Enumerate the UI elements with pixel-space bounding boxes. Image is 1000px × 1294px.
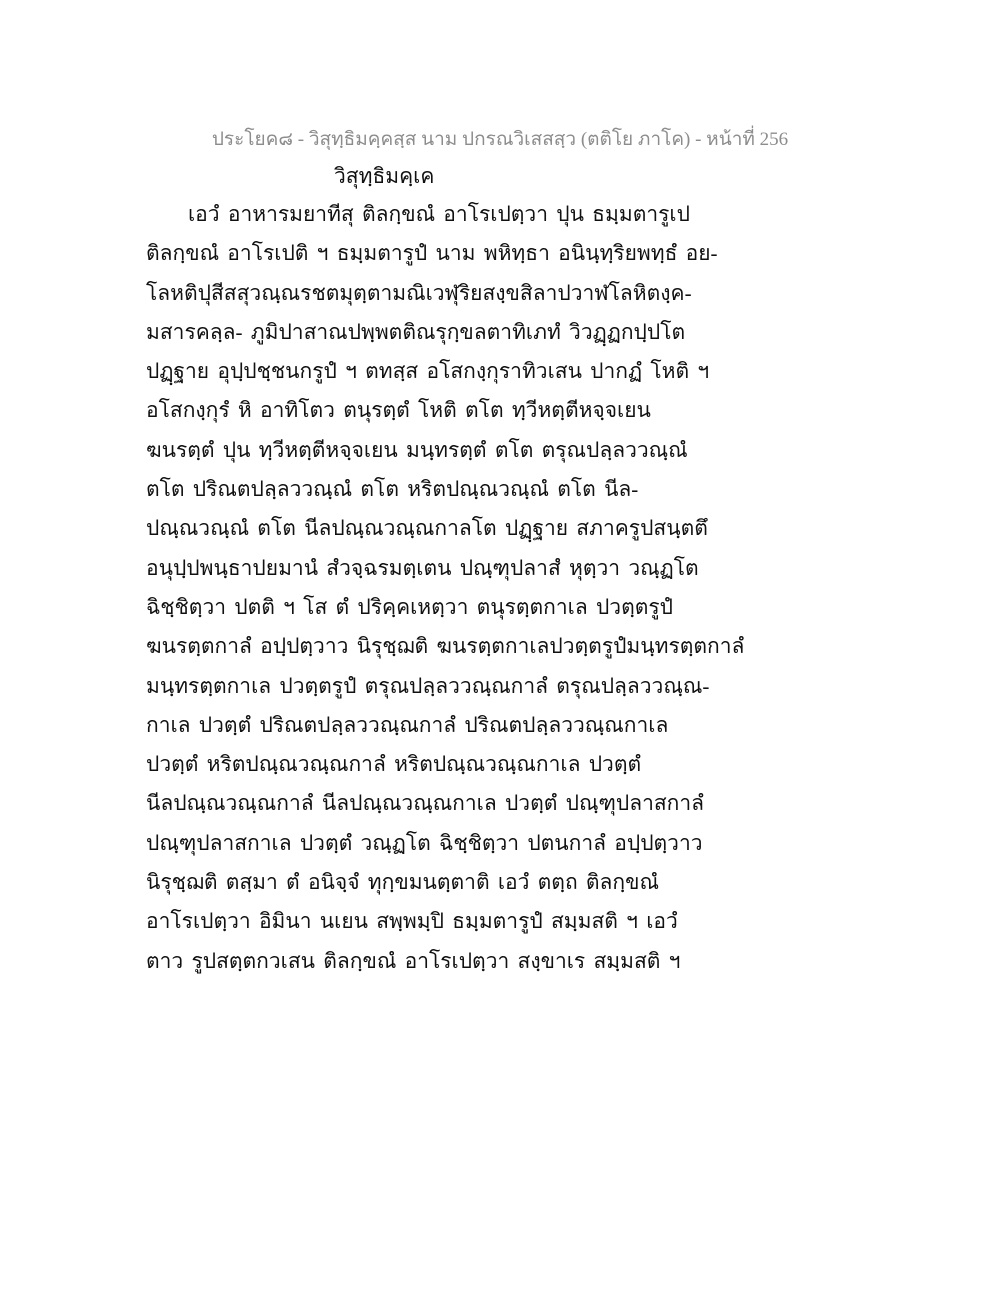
text-line: กาเล ปวตฺตํ ปริณตปลฺลววณฺณกาลํ ปริณตปลฺลววณฺณกาเล [146,712,669,737]
text-line: เอวํ อาหารมยาทีสุ ติลกฺขณํ อาโรเปตฺวา ปุน ธมฺมตารูเป [188,202,690,226]
text-line: ตโต ปริณตปลฺลววณฺณํ ตโต หริตปณฺณวณฺณํ ตโต นีล- [146,477,639,502]
text-line: มนฺทรตฺตกาเล ปวตฺตรูปํ ตรุณปลฺลววณฺณกาลํ ตรุณปลฺลววณฺณ- [146,673,710,698]
text-line: อนุปฺปพนฺธาปยมานํ สํวจฺฉรมตฺเตน ปณฺฑุปลาสํ หุตฺวา วณฺฏโต [146,555,699,580]
text-line: มสารคลฺล- ภูมิปาสาณปพฺพตติณรุกฺขลตาทิเภทํ วิวฏฺฏกปฺปโต [146,319,686,344]
body-text [146,198,866,984]
text-line: ติลกฺขณํ อาโรเปติ ฯ ธมฺมตารูปํ นาม พหิทฺธา อนินฺทฺริยพทฺธํ อย- [146,241,718,266]
text-line: ฆนรตฺตกาลํ อปฺปตฺวาว นิรุชฺฌติ ฆนรตฺตกาเลปวตฺตรูปํมนฺทรตฺตกาลํ [146,634,745,659]
text-line: ฆนรตฺตํ ปุน ทฺวีหตฺตีหจฺจเยน มนฺทรตฺตํ ตโต ตรุณปลฺลววณฺณํ [146,437,688,462]
text-line: อาโรเปตฺวา อิมินา นเยน สพฺพมฺปิ ธมฺมตารูปํ สมฺมสติ ฯ เอวํ [146,909,678,934]
section-title: วิสุทฺธิมคฺเค [334,164,435,188]
text-line: ปฏฺฐาย อุปฺปชฺชนกรูปํ ฯ ตทสฺส อโสกงฺกุราทิวเสน ปากฏํ โหติ ฯ [146,359,710,384]
text-line: ปวตฺตํ หริตปณฺณวณฺณกาลํ หริตปณฺณวณฺณกาเล ปวตฺตํ [146,752,642,777]
text-line: ฉิชฺชิตฺวา ปตติ ฯ โส ตํ ปริคฺคเหตฺวา ตนุรตฺตกาเล ปวตฺตรูปํ [146,594,673,619]
text-line: ตาว รูปสตฺตกวเสน ติลกฺขณํ อาโรเปตฺวา สงฺขาเร สมฺมสติ ฯ [146,948,681,973]
text-line: นีลปณฺณวณฺณกาลํ นีลปณฺณวณฺณกาเล ปวตฺตํ ปณฺฑุปลาสกาลํ [146,791,705,816]
text-line: อโสกงฺกุรํ หิ อาทิโตว ตนุรตฺตํ โหติ ตโต ทฺวีหตฺตีหจฺจเยน [146,398,651,423]
text-line: นิรุชฺฌติ ตสฺมา ตํ อนิจฺจํ ทุกฺขมนตฺตาติ เอวํ ตตฺถ ติลกฺขณํ [146,870,659,895]
text-line: ปณฺฑุปลาสกาเล ปวตฺตํ วณฺฏโต ฉิชฺชิตฺวา ปตนกาลํ อปฺปตฺวาว [146,830,703,855]
text-line: ปณฺณวณฺณํ ตโต นีลปณฺณวณฺณกาลโต ปฏฺฐาย สภาครูปสนฺตตึ [146,516,708,541]
text-line: โลหติปุสีสสุวณฺณรชตมุตฺตามณิเวฬุริยสงฺขสิลาปวาฬโลหิตงฺค- [146,280,692,305]
running-header: ประโยค๘ - วิสุทฺธิมคฺคสฺส นาม ปกรณวิเสสสฺว (ตติโย ภาโค) - หน้าที่ 256 [211,129,789,150]
